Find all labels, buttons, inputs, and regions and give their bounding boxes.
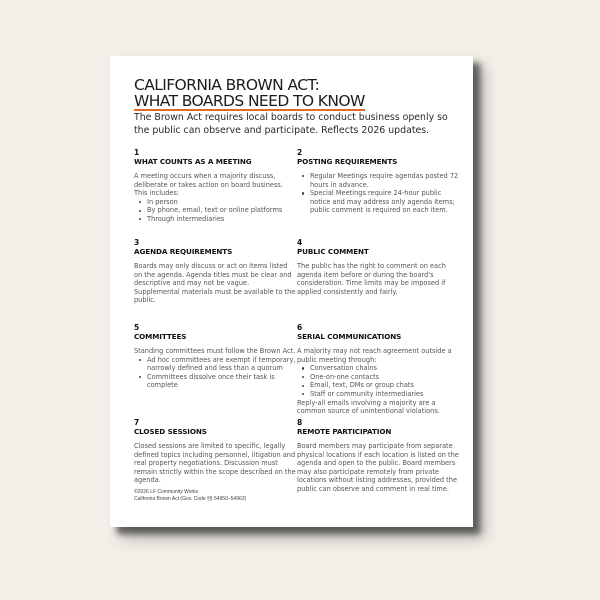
bullet-list [134, 198, 296, 224]
section-text: Board members may participate from separate physical locations if each location is listed on the agenda and open to the public. Board members may also participate remotely from private locations without listing addresses, provided the public can observe and comment in real time. [297, 442, 459, 493]
list-item: Staff or community intermediaries [310, 390, 459, 399]
section-text: The public has the right to comment on each agenda item before or during the board's consideration. Time limits may be imposed if applied consistently and fairly. [297, 262, 446, 296]
section-heading: PUBLIC COMMENT [297, 247, 369, 256]
section-number: 1 [134, 148, 140, 157]
list-item: Email, text, DMs or group chats [310, 381, 459, 390]
footer-legal-reference: California Brown Act (Gov. Code §§ 54950–54963) [134, 495, 247, 502]
footer-copyright: ©2026 LF Community Works [134, 489, 199, 495]
list-item: Committees dissolve once their task is complete [147, 373, 296, 390]
section-remote-participation [297, 418, 459, 494]
intro-paragraph: The Brown Act requires local boards to conduct business openly so the public can observe and participate. Reflects 2026 updates. [134, 112, 448, 136]
list-item: Regular Meetings require agendas posted 72 hours in advance. [310, 172, 459, 189]
section-text: A meeting occurs when a majority discuss, deliberate or takes action on board business. This includes: [134, 172, 283, 198]
list-item: One-on-one contacts [310, 373, 459, 382]
list-item: By phone, email, text or online platforms [147, 206, 296, 215]
section-heading: REMOTE PARTICIPATION [297, 427, 392, 436]
section-what-counts-as-meeting [134, 148, 296, 224]
section-text: A majority may not reach agreement outside a public meeting through: [297, 347, 452, 364]
section-agenda-requirements [134, 238, 296, 305]
section-heading: POSTING REQUIREMENTS [297, 157, 398, 166]
section-committees [134, 323, 296, 390]
section-number: 2 [297, 148, 303, 157]
title-line-1: CALIFORNIA BROWN ACT: [134, 76, 320, 94]
bullet-list [134, 356, 296, 390]
section-number: 5 [134, 323, 140, 332]
section-heading: COMMITTEES [134, 332, 187, 341]
list-item: Conversation chains [310, 364, 459, 373]
document-page [110, 56, 473, 527]
list-item: Ad hoc committees are exempt if temporary, narrowly defined and less than a quorum [147, 355, 296, 373]
section-heading: WHAT COUNTS AS A MEETING [134, 157, 252, 166]
section-number: 4 [297, 238, 303, 247]
bullet-list [297, 364, 459, 398]
section-posting-requirements [297, 148, 459, 215]
list-item: In person [147, 198, 296, 207]
section-text: Boards may only discuss or act on items listed on the agenda. Agenda titles must be clear and descriptive and may not be vague. Supplemental materials must be available to the public. [134, 262, 296, 305]
list-item: Special Meetings require 24-hour public notice and may address only agenda items; public comment is required on each item. [310, 189, 459, 215]
section-heading: SERIAL COMMUNICATIONS [297, 332, 402, 341]
section-text: Closed sessions are limited to specific, legally defined topics including personnel, litigation and real property negotiations. Discussion must remain strictly within the scope described on the agenda. [134, 442, 296, 485]
page-title [134, 78, 365, 111]
list-item: Through intermediaries [147, 215, 296, 224]
section-serial-communications [297, 323, 459, 416]
section-number: 3 [134, 238, 140, 247]
section-heading: CLOSED SESSIONS [134, 427, 207, 436]
section-note: Reply-all emails involving a majority are a common source of unintentional violations. [297, 398, 440, 416]
footer-citation [134, 489, 246, 502]
section-public-comment [297, 238, 459, 296]
section-closed-sessions [134, 418, 296, 485]
section-heading: AGENDA REQUIREMENTS [134, 247, 233, 256]
bullet-list [297, 172, 459, 215]
section-number: 6 [297, 323, 303, 332]
section-number: 8 [297, 418, 303, 427]
title-line-2: WHAT BOARDS NEED TO KNOW [134, 91, 365, 110]
section-text: Standing committees must follow the Brown Act. [134, 347, 296, 355]
section-number: 7 [134, 418, 140, 427]
